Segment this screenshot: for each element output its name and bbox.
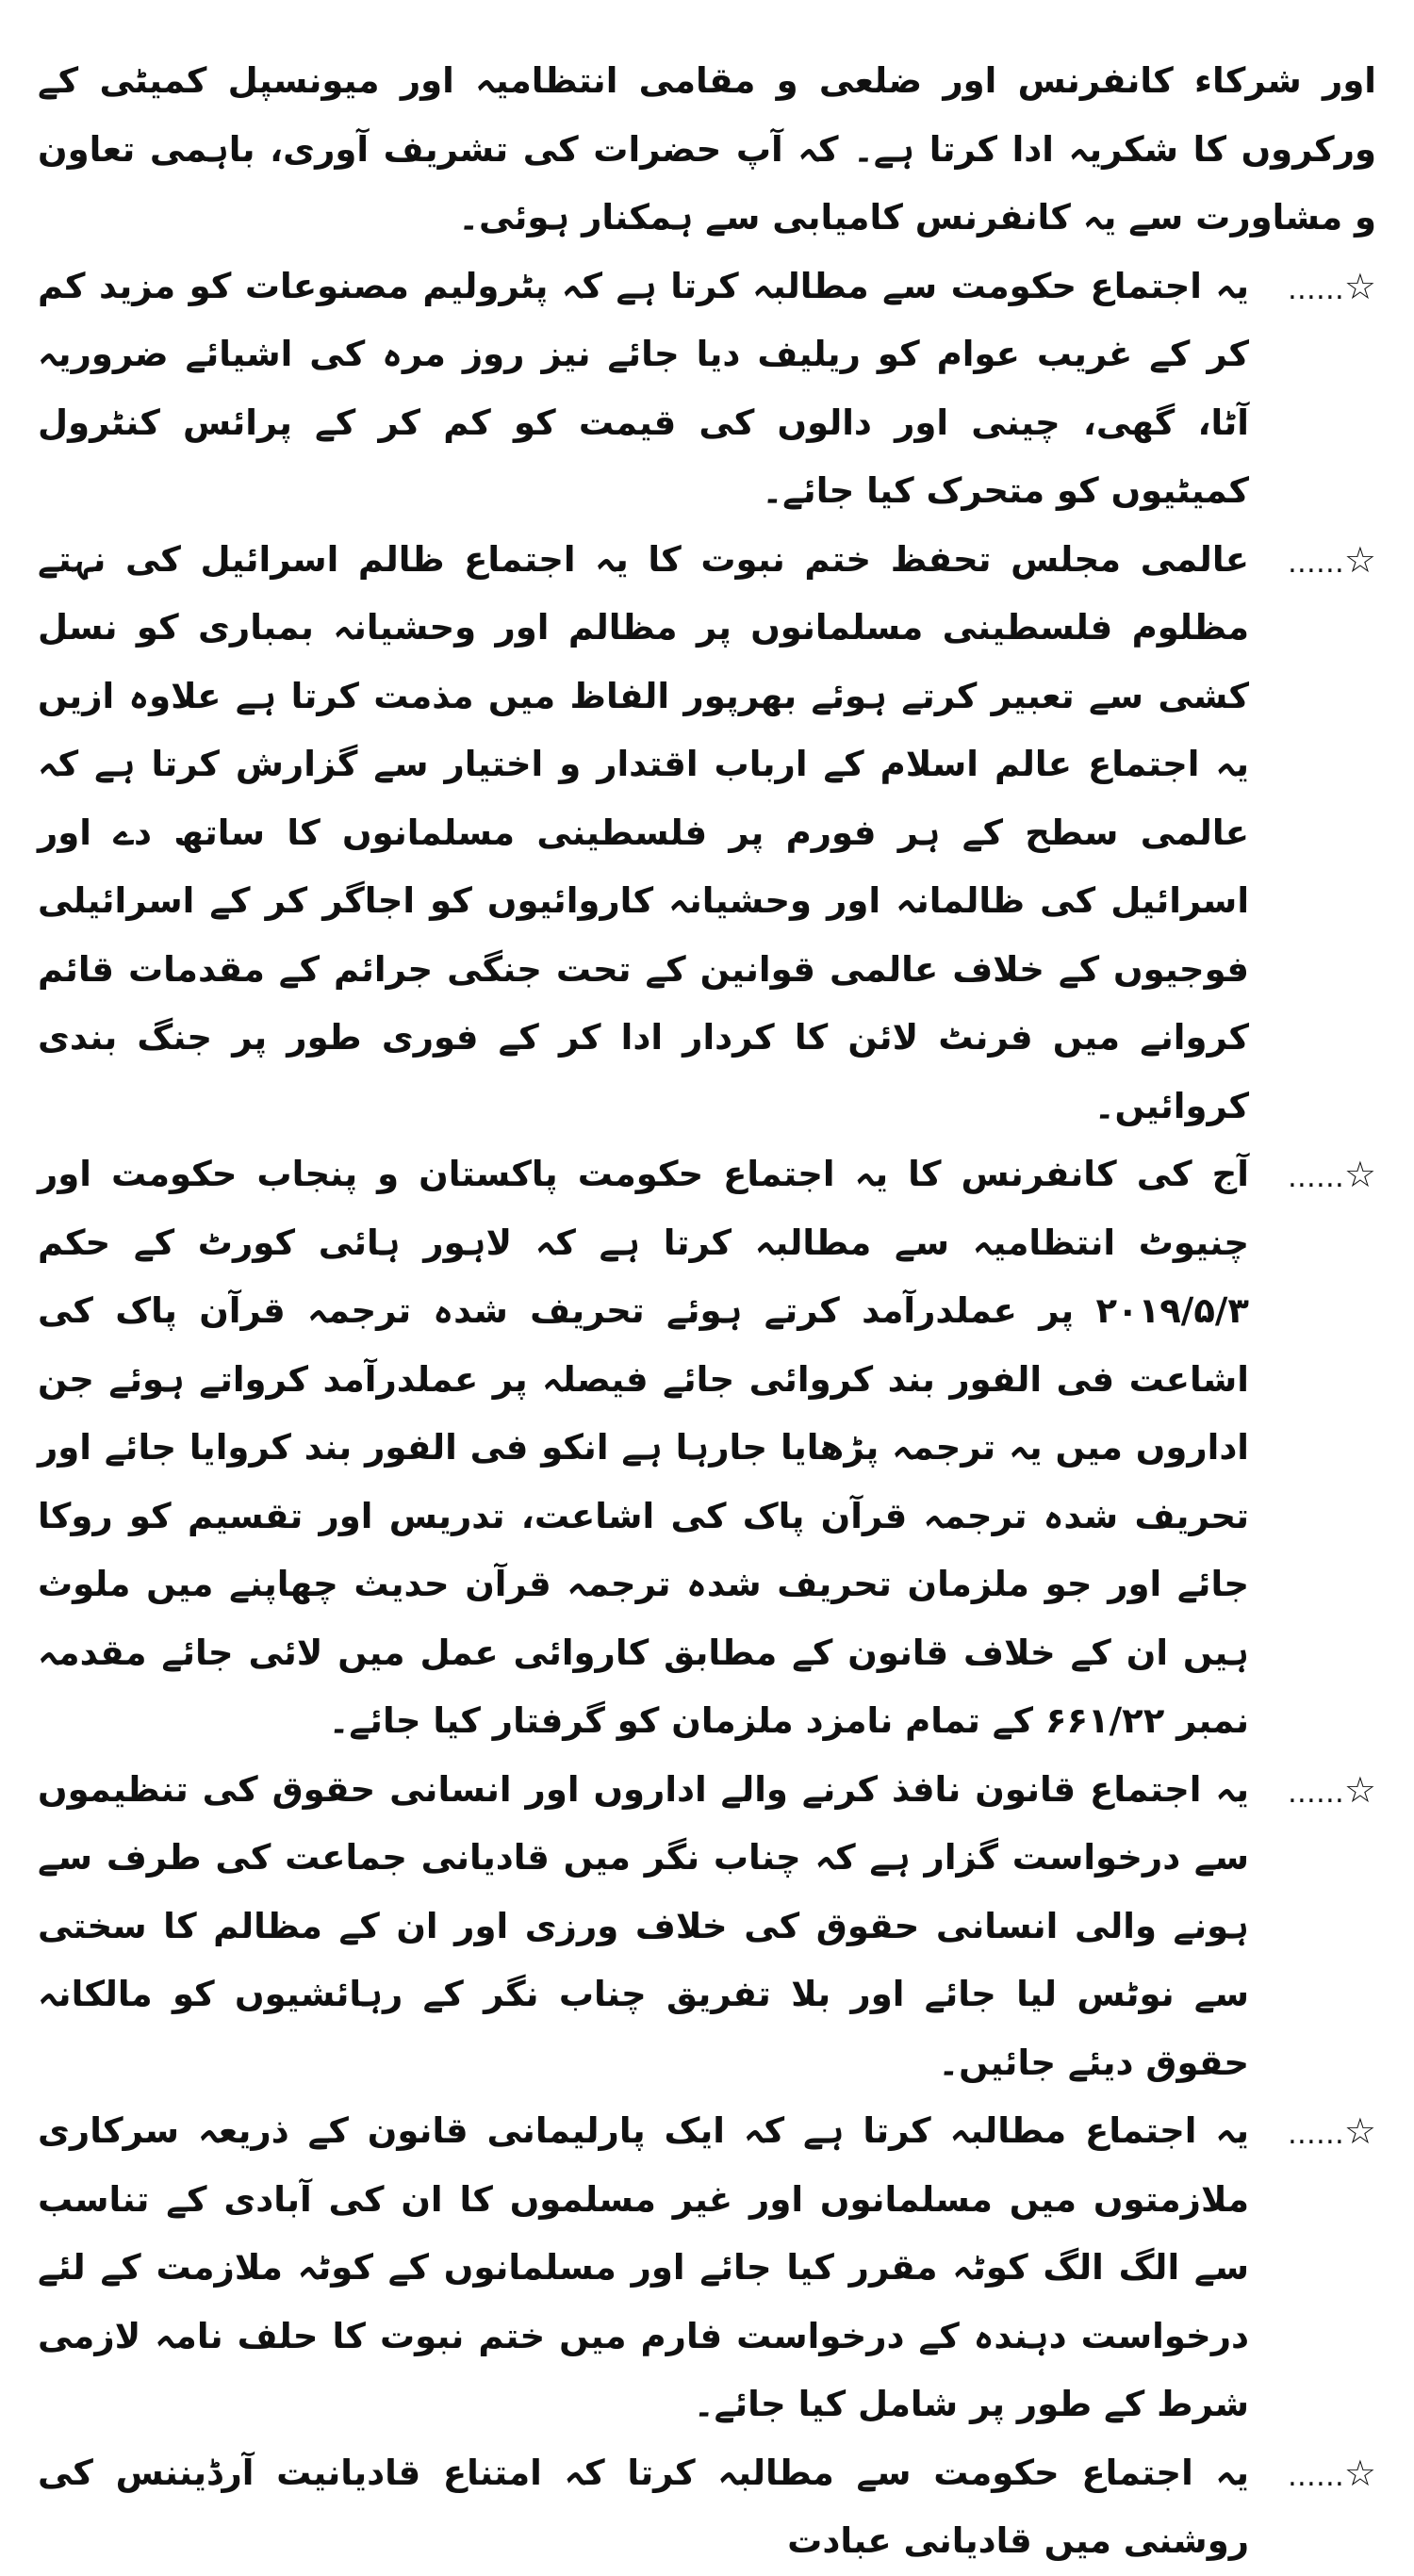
star-icon: ☆: [1343, 1154, 1376, 1195]
bullet-dots: ……: [1287, 546, 1344, 580]
resolution-paragraph-5: [38, 2097, 1376, 2439]
bullet-marker: [1288, 526, 1376, 599]
bullet-marker: [1288, 2097, 1376, 2170]
bullet-dots: ……: [1287, 2118, 1344, 2151]
bullet-marker: [1288, 1756, 1376, 1829]
star-icon: ☆: [1343, 2110, 1376, 2152]
star-icon: ☆: [1343, 2452, 1376, 2494]
bullet-marker: [1288, 253, 1376, 325]
intro-paragraph: اور شرکاء کانفرنس اور ضلعی و مقامی انتظامیہ اور میونسپل کمیٹی کے ورکروں کا شکریہ ادا کرتا ہے۔ کہ آپ حضرات کی تشریف آوری، باہمی تعاون و مشاورت سے یہ کانفرنس کامیابی سے ہمکنار ہوئی۔: [38, 60, 1376, 238]
bullet-dots: ……: [1287, 1776, 1344, 1810]
resolution-paragraph-1: [38, 253, 1376, 526]
star-icon: ☆: [1343, 265, 1376, 307]
resolution-paragraph-4: [38, 1756, 1376, 2098]
bullet-marker: [1288, 1140, 1376, 1213]
resolution-text: عالمی مجلس تحفظ ختم نبوت کا یہ اجتماع ظالم اسرائیل کی نہتے مظلوم فلسطینی مسلمانوں پر مظالم اور وحشیانہ بمباری کو نسل کشی سے تعبیر کرتے ہوئے بھرپور الفاظ میں مذمت کرتا ہے علاوہ ازیں یہ اجتماع عالم اسلام کے ارباب اقتدار و اختیار سے گزارش کرتا ہے کہ عالمی سطح کے ہر فورم پر فلسطینی مسلمانوں کا ساتھ دے اور اسرائیل کی ظالمانہ اور وحشیانہ کاروائیوں کو اجاگر کر کے اسرائیلی فوجیوں کے خلاف عالمی قوانین کے تحت جنگی جرائم کے مقدمات قائم کروانے میں فرنٹ لائن کا کردار ادا کر کے فوری طور پر جنگ بندی کروائیں۔: [38, 538, 1249, 1126]
bullet-marker: [1288, 2439, 1376, 2512]
resolution-text: یہ اجتماع حکومت سے مطالبہ کرتا کہ امتناع قادیانیت آرڈیننس کی روشنی میں قادیانی عبادت: [38, 2452, 1249, 2561]
resolution-paragraph-2: [38, 526, 1376, 1141]
resolution-text: آج کی کانفرنس کا یہ اجتماع حکومت پاکستان و پنجاب حکومت اور چنیوٹ انتظامیہ سے مطالبہ کرتا ہے کہ لاہور ہائی کورٹ کے حکم ۲۰۱۹/۵/۳ پر عملدرآمد کرتے ہوئے تحریف شدہ ترجمہ قرآن پاک کی اشاعت فی الفور بند کروائی جائے فیصلہ پر عملدرآمد کرواتے ہوئے جن اداروں میں یہ ترجمہ پڑھایا جارہا ہے انکو فی الفور بند کروایا جائے اور تحریف شدہ ترجمہ قرآن پاک کی اشاعت، تدریس اور تقسیم کو روکا جائے اور جو ملزمان تحریف شدہ ترجمہ قرآن حدیث چھاپنے میں ملوث ہیں ان کے خلاف قانون کے مطابق کاروائی عمل میں لائی جائے مقدمہ نمبر ۶۶۱/۲۲ کے تمام نامزد ملزمان کو گرفتار کیا جائے۔: [38, 1154, 1249, 1741]
star-icon: ☆: [1343, 1768, 1376, 1811]
bullet-dots: ……: [1287, 272, 1344, 306]
resolution-text: یہ اجتماع مطالبہ کرتا ہے کہ ایک پارلیمانی قانون کے ذریعہ سرکاری ملازمتوں میں مسلمانوں اور غیر مسلموں کا ان کی آبادی کے تناسب سے الگ الگ کوٹہ مقرر کیا جائے اور مسلمانوں کے کوٹہ ملازمت کے لئے درخواست دہندہ کے درخواست فارم میں ختم نبوت کا حلف نامہ لازمی شرط کے طور پر شامل کیا جائے۔: [38, 2110, 1249, 2424]
resolution-text: یہ اجتماع قانون نافذ کرنے والے اداروں اور انسانی حقوق کی تنظیموں سے درخواست گزار ہے کہ چناب نگر میں قادیانی جماعت کی طرف سے ہونے والی انسانی حقوق کی خلاف ورزی اور ان کے مظالم کا سختی سے نوٹس لیا جائے اور بلا تفریق چناب نگر کے رہائشیوں کو مالکانہ حقوق دیئے جائیں۔: [38, 1768, 1249, 2083]
bullet-dots: ……: [1287, 2459, 1344, 2493]
resolution-paragraph-6: [38, 2439, 1376, 2576]
bullet-dots: ……: [1287, 1161, 1344, 1194]
resolution-paragraph-3: [38, 1140, 1376, 1756]
resolution-text: یہ اجتماع حکومت سے مطالبہ کرتا ہے کہ پٹرولیم مصنوعات کو مزید کم کر کے غریب عوام کو ریلیف دیا جائے نیز روز مرہ کی اشیائے ضروریہ آٹا، گھی، چینی اور دالوں کی قیمت کو کم کر کے پرائس کنٹرول کمیٹیوں کو متحرک کیا جائے۔: [38, 265, 1249, 511]
star-icon: ☆: [1343, 538, 1376, 581]
